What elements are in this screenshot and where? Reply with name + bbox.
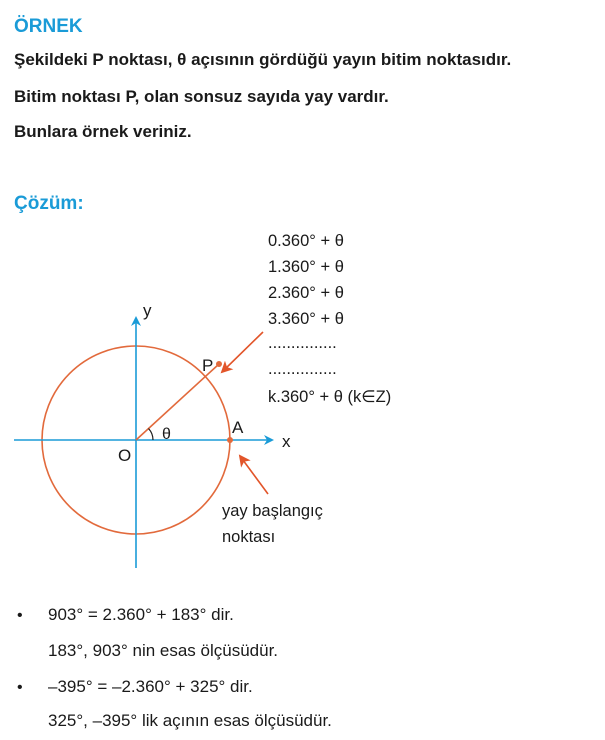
example-line-3: Bunlara örnek veriniz. xyxy=(14,122,192,141)
bullet-1-line-2: 183°, 903° nin esas ölçüsüdür. xyxy=(48,641,279,660)
arc-list-general: k.360° + θ (k∈Z) xyxy=(268,388,392,406)
example-line-2: Bitim noktası P, olan sonsuz sayıda yay vardır. xyxy=(14,87,389,106)
point-p xyxy=(216,361,222,367)
origin-label: O xyxy=(118,446,132,465)
p-pointer-arrow xyxy=(222,332,263,372)
bullet-2-line-2: 325°, –395° lik açının esas ölçüsüdür. xyxy=(48,711,332,730)
solution-heading: Çözüm: xyxy=(14,193,84,214)
bullet-1-symbol: • xyxy=(17,607,23,624)
arc-list-item: 0.360° + θ xyxy=(268,232,344,250)
angle-arc xyxy=(149,429,154,441)
angle-theta-label: θ xyxy=(162,426,171,443)
x-axis-label: x xyxy=(282,432,291,451)
arc-list-item: 2.360° + θ xyxy=(268,284,344,302)
y-axis-label: y xyxy=(143,301,152,320)
arc-list-ellipsis: ............... xyxy=(268,334,337,352)
point-a-label: A xyxy=(232,418,244,437)
bullet-1-line-1: 903° = 2.360° + 183° dir. xyxy=(48,605,234,624)
point-a xyxy=(227,437,233,443)
point-p-label: P xyxy=(202,356,214,375)
a-pointer-arrow xyxy=(240,456,268,494)
arc-list-item: 1.360° + θ xyxy=(268,258,344,276)
example-line-1: Şekildeki P noktası, θ açısının gördüğü yayın bitim noktasıdır. xyxy=(14,50,512,69)
bullet-2-line-1: –395° = –2.360° + 325° dir. xyxy=(48,677,253,696)
start-note-line-2: noktası xyxy=(222,528,276,546)
bullet-2-symbol: • xyxy=(17,679,23,696)
arc-list-item: 3.360° + θ xyxy=(268,310,344,328)
example-heading: ÖRNEK xyxy=(14,16,83,37)
arc-list-ellipsis: ............... xyxy=(268,360,337,378)
start-note-line-1: yay başlangıç xyxy=(222,502,323,520)
